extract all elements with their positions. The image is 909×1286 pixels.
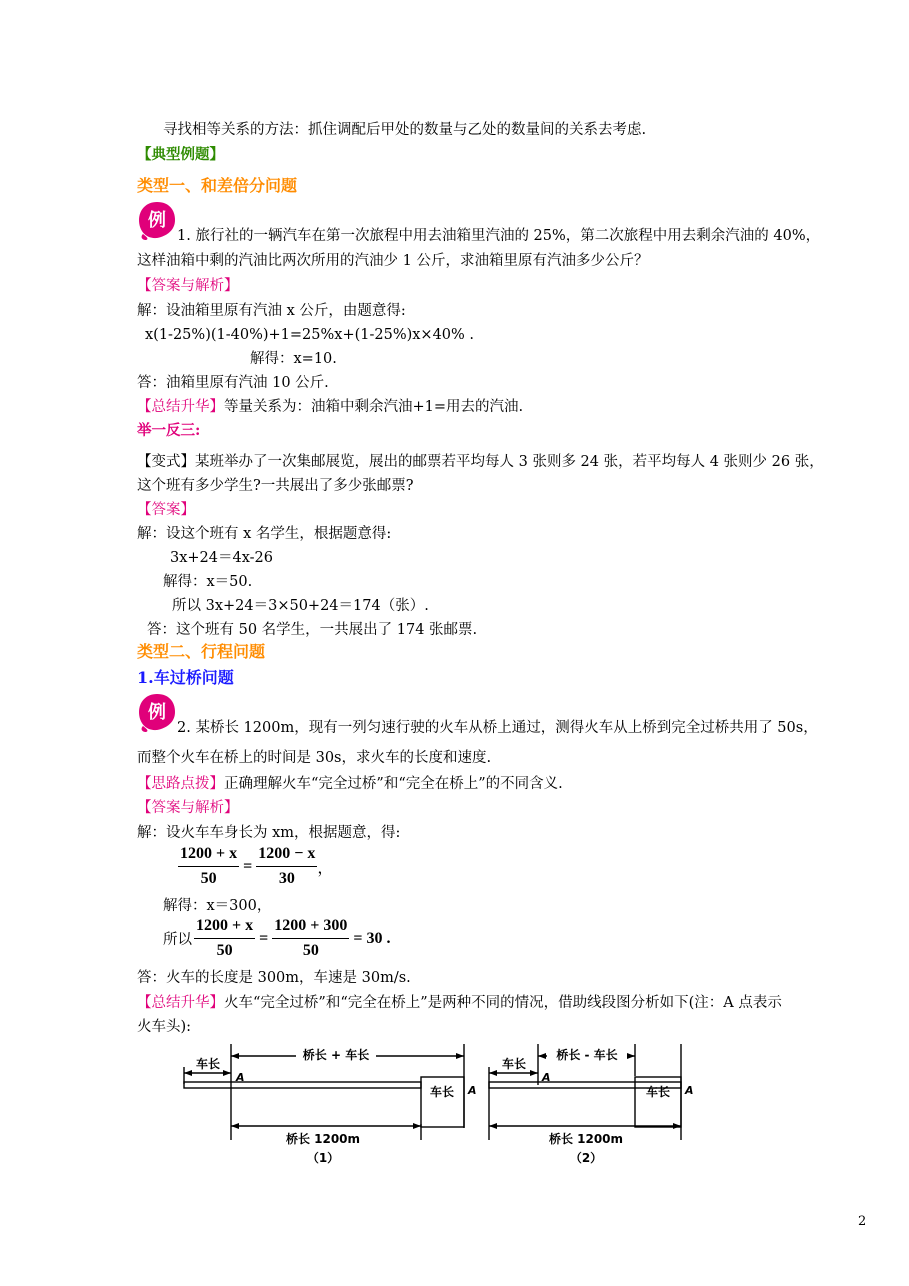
variant-sol2: 3x+24＝4x-26: [170, 550, 274, 566]
ex2-line1: 2. 某桥长 1200m，现有一列匀速行驶的火车从桥上通过，测得火车从上桥到完全过桥共用了 50s，: [177, 720, 818, 736]
ex1-line1: 1. 旅行社的一辆汽车在第一次旅程中用去油箱里汽油的 25%，第二次旅程中用去剩余汽油的 40%，: [177, 228, 821, 244]
equation-2: [163, 917, 395, 960]
badge-char: 例: [148, 210, 166, 231]
badge-char: 例: [148, 702, 166, 723]
ex2-summary-label: 【总结升华】: [137, 995, 224, 1011]
variant-text1: 某班举办了一次集邮展览，展出的邮票若平均每人 3 张则多 24 张，若平均每人 4 张则少 26 张，: [195, 454, 824, 470]
diagram1-caption: （1）: [306, 1151, 340, 1165]
ex1-sol2: x(1-25%)(1-40%)+1=25%x+(1-25%)x×40% .: [145, 327, 475, 343]
equation-1: [178, 845, 333, 888]
segment-diagram-2: [485, 1040, 700, 1165]
ex1-sol4: 答：油箱里原有汽油 10 公斤.: [137, 375, 329, 391]
comma: ，: [317, 860, 334, 877]
ex1-answer-label: 【答案与解析】: [137, 278, 239, 294]
ex2-sol3: 答：火车的长度是 300m，车速是 30m/s.: [137, 970, 411, 986]
diagram2-caption: （2）: [569, 1151, 603, 1165]
fraction-3-numerator: 1200 + x: [194, 917, 255, 939]
diagram2-point-a: A: [542, 1071, 551, 1084]
ex2-summary-line1: [137, 993, 782, 1013]
fraction-1-numerator: 1200 + x: [178, 845, 239, 867]
variant-line2: 这个班有多少学生?一共展出了多少张邮票?: [137, 478, 414, 494]
fraction-4-denominator: 50: [302, 942, 319, 959]
diagram2-car-label2: 车长: [645, 1085, 671, 1099]
variant-sol5: 答：这个班有 50 名学生，一共展出了 174 张邮票.: [147, 622, 478, 638]
diagram1-bridge-label: 桥长 1200m: [285, 1132, 361, 1146]
intro-text: 寻找相等关系的方法：抓住调配后甲处的数量与乙处的数量间的关系去考虑.: [163, 122, 647, 138]
ex2-hint-text: 正确理解火车“完全过桥”和“完全在桥上”的不同含义.: [224, 776, 563, 792]
page-number: 2: [858, 1214, 867, 1229]
variant-sol1: 解：设这个班有 x 名学生，根据题意得:: [137, 526, 392, 542]
variant-sol4: 所以 3x+24＝3×50+24＝174（张）.: [172, 598, 429, 614]
ex1-summary-text: 等量关系为：油箱中剩余汽油+1=用去的汽油.: [224, 399, 524, 415]
diagram1-car-label2: 车长: [429, 1085, 455, 1099]
diagram1-car-label: 车长: [195, 1057, 221, 1071]
ex2-summary-line2: 火车头):: [137, 1019, 192, 1035]
fraction-3: [194, 917, 255, 960]
fraction-2-denominator: 30: [278, 870, 295, 887]
ex2-sol2: 解得：x＝300，: [163, 898, 272, 914]
section-label: 【典型例题】: [137, 146, 224, 163]
example-badge-icon: [137, 692, 177, 732]
ex1-summary: [137, 397, 523, 417]
segment-diagram-1: [178, 1040, 477, 1165]
fraction-4-numerator: 1200 + 300: [272, 917, 349, 939]
type2-title: 类型二、行程问题: [137, 642, 266, 661]
ex2-answer-label: 【答案与解析】: [137, 800, 239, 816]
ex1-sol3: 解得：x=10.: [250, 351, 337, 367]
so-label: 所以: [163, 932, 192, 948]
diagram1-top-label: 桥长 + 车长: [302, 1048, 370, 1062]
type1-title: 类型一、和差倍分问题: [137, 176, 298, 195]
diagram2-top-label: 桥长 - 车长: [556, 1048, 618, 1062]
equals-sign: =: [243, 857, 253, 875]
diagram2-car-label: 车长: [501, 1057, 527, 1071]
ex2-sol1: 解：设火车车身长为 xm，根据题意，得:: [137, 825, 401, 841]
diagram2-bridge-label: 桥长 1200m: [548, 1132, 624, 1146]
fraction-1: [178, 845, 239, 888]
result-value: = 30 .: [353, 929, 391, 947]
ex2-hint-label: 【思路点拨】: [137, 776, 224, 792]
ex2-line2: 而整个火车在桥上的时间是 30s，求火车的长度和速度.: [137, 750, 492, 766]
diagram1-point-a2: A: [468, 1084, 477, 1097]
fraction-1-denominator: 50: [200, 870, 217, 887]
fraction-2-numerator: 1200 − x: [256, 845, 317, 867]
practice-title: 举一反三:: [137, 422, 201, 439]
ex1-sol1: 解：设油箱里原有汽油 x 公斤，由题意得:: [137, 303, 406, 319]
diagram2-point-a2: A: [685, 1084, 694, 1097]
variant-sol3: 解得：x＝50.: [163, 574, 253, 590]
equals-sign: =: [259, 929, 269, 947]
fraction-2: [256, 845, 317, 888]
fraction-4: [272, 917, 349, 960]
ex1-line2: 这样油箱中剩的汽油比两次所用的汽油少 1 公斤，求油箱里原有汽油多少公斤？: [137, 253, 649, 269]
variant-label: 【变式】: [137, 454, 195, 470]
example-badge-icon: [137, 200, 177, 240]
ex2-summary-text: 火车“完全过桥”和“完全在桥上”是两种不同的情况，借助线段图分析如下(注：A 点表示: [224, 995, 782, 1011]
variant-answer-label: 【答案】: [137, 502, 195, 518]
variant-line1: [137, 452, 824, 472]
sub1-title: 1.车过桥问题: [137, 668, 234, 687]
ex1-summary-label: 【总结升华】: [137, 399, 224, 415]
diagram1-point-a: A: [236, 1071, 245, 1084]
ex2-hint: [137, 774, 563, 794]
fraction-3-denominator: 50: [216, 942, 233, 959]
